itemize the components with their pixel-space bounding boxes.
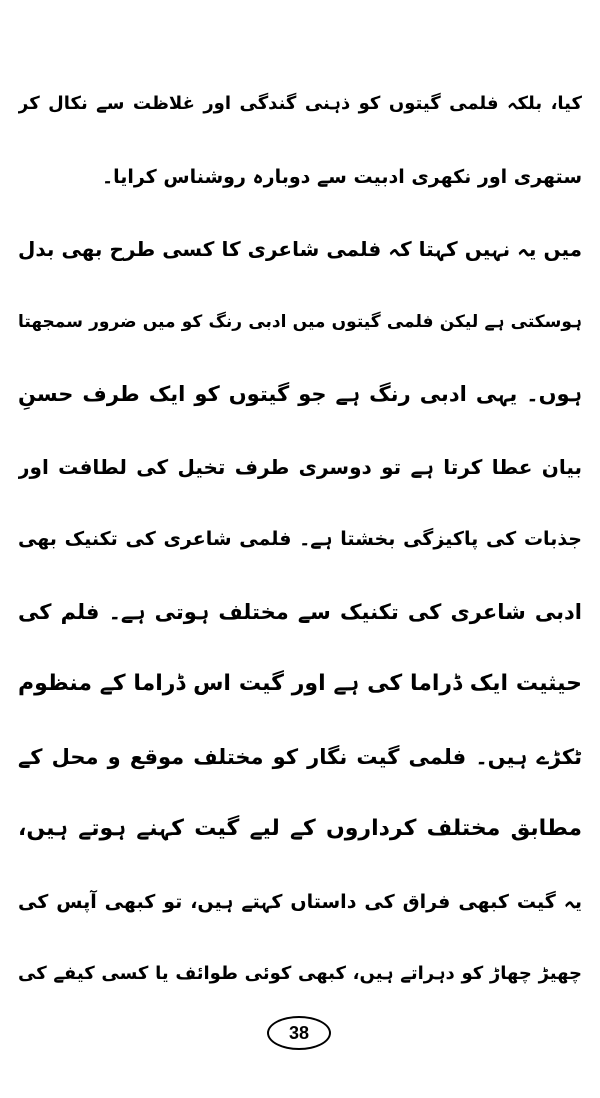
text-line: ادبی شاعری کی تکنیک سے مختلف ہوتی ہے۔ فلم کی: [18, 599, 582, 624]
text-line: یہ گیت کبھی فراق کی داستاں کہتے ہیں، تو کبھی آپس کی: [18, 890, 582, 913]
urdu-text-body: [18, 68, 582, 1011]
page-number: 38: [288, 1022, 310, 1043]
text-line: حیثیت ایک ڈراما کی ہے اور گیت اس ڈراما کے منظوم: [18, 671, 582, 696]
text-line: ہوں۔ یہی ادبی رنگ ہے جو گیتوں کو ایک طرف حسنِ: [18, 382, 582, 406]
text-line: ہوسکتی ہے لیکن فلمی گیتوں میں ادبی رنگ کو میں ضرور سمجھتا: [18, 311, 582, 332]
text-line: ستھری اور نکھری ادبیت سے دوبارہ روشناس کرایا۔: [101, 165, 582, 188]
text-line: جذبات کی پاکیزگی بخشتا ہے۔ فلمی شاعری کی تکنیک بھی: [18, 528, 582, 550]
text-line: کیا، بلکہ فلمی گیتوں کو ذہنی گندگی اور غلاظت سے نکال کر: [18, 93, 582, 114]
page-number-badge: [267, 1016, 331, 1050]
text-line: میں یہ نہیں کہتا کہ فلمی شاعری کا کسی طرح بھی بدل: [18, 237, 582, 261]
text-line: بیان عطا کرتا ہے تو دوسری طرف تخیل کی لطافت اور: [18, 454, 582, 479]
text-line: چھیڑ چھاڑ کو دہراتے ہیں، کبھی کوئی طوائف یا کسی کیفے کی: [18, 963, 582, 984]
text-line: ٹکڑے ہیں۔ فلمی گیت نگار کو مختلف موقع و محل کے: [18, 744, 582, 769]
text-line: مطابق مختلف کرداروں کے لیے گیت کہنے ہوتے ہیں،: [18, 816, 582, 841]
